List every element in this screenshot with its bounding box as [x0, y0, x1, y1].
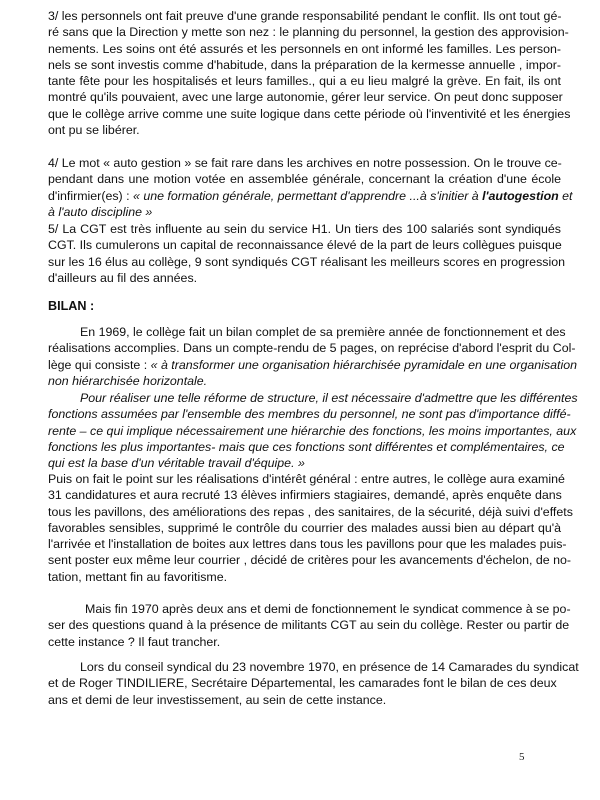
text-line: tous les pavillons, des améliorations des repas , des sanitaires, de la sécurité, déjà suivi d'effets: [48, 504, 573, 519]
text-line: fonctions assumées par l'ensemble des membres du personnel, ne sont pas d'importance diffé-: [48, 407, 571, 422]
text-run: Lors du conseil syndical du 23 novembre 1970, en présence de 14 Camarades du syndicat: [80, 660, 579, 674]
text-line: fonctions les plus importantes- mais que ces fonctions sont différentes et complémentaires, ce: [48, 439, 565, 454]
quote-text: à l'auto discipline »: [48, 204, 153, 219]
text-line: nels se sont investis comme d'habitude, dans la préparation de la kermesse annuelle , impor-: [48, 57, 561, 72]
text-line: qui est la base d'un véritable travail d'équipe. »: [48, 456, 305, 471]
text-line: ans et demi de leur investissement, au sein de cette instance.: [48, 692, 387, 707]
text-line: nements. Les soins ont été assurés et les personnels en ont informé les familles. Les person-: [48, 41, 561, 56]
text-line: sent poster eux même leur courrier , décidé de critères pour les avancements d'échelon, de no-: [48, 553, 572, 568]
paragraph-bilan-4: [48, 601, 571, 650]
paragraph-3: [48, 8, 571, 138]
text-run: d'infirmier(es) :: [48, 188, 133, 203]
paragraph-bilan-1: [48, 324, 577, 389]
text-line: l'arrivée et l'installation de boites aux lettres dans tous les pavillons pour que les malades puis-: [48, 537, 567, 552]
text-line: ser des questions quand à la présence de militants CGT au sein du collège. Rester ou partir de: [48, 618, 570, 633]
text-line: tation, mettant fin au favoritisme.: [48, 569, 228, 584]
text-line: favorables sensibles, supprimé le contrôle du courrier des malades aussi bien au départ qu'à: [48, 520, 561, 535]
text-line: CGT. Ils cumulerons un capital de reconnaissance élevé de la part de leurs collègues puisque: [48, 238, 562, 253]
text-run: Pour réaliser une telle réforme de structure, il est nécessaire d'admettre que les différentes: [80, 391, 578, 405]
section-heading-bilan: BILAN :: [48, 299, 95, 313]
text-line: et de Roger TINDILIERE, Secrétaire Départemental, les camarades font le bilan de ces deux: [48, 676, 557, 691]
text-line: [48, 390, 578, 406]
paragraph-5: [48, 221, 565, 286]
text-line: [48, 357, 577, 373]
quote-text: et: [558, 188, 573, 203]
text-line: que le collège arrive comme une suite logique dans cette période où l'inventivité et les énergies: [48, 106, 571, 121]
text-line: ré sans que la Direction y mette son nez : le planning du personnel, la gestion des approvision-: [48, 25, 569, 40]
emphasis-autogestion: l'autogestion: [482, 188, 559, 203]
text-line: [48, 188, 573, 204]
paragraph-4: [48, 155, 573, 220]
text-line: 5/ La CGT est très influente au sein du service H1. Un tiers des 100 salariés sont syndiqués: [48, 222, 561, 236]
text-run: En 1969, le collège fait un bilan complet de sa première année de fonctionnement et des: [80, 325, 566, 339]
text-run: Mais fin 1970 après deux ans et demi de fonctionnement le syndicat commence à se po-: [85, 602, 571, 616]
text-line: d'ailleurs au fil des années.: [48, 270, 198, 285]
page-number: 5: [519, 751, 525, 763]
quote-text: « à transformer une organisation hiérarchisée pyramidale en une organisation: [150, 357, 577, 372]
text-line: cette instance ? Il faut trancher.: [48, 634, 221, 649]
paragraph-bilan-5: [48, 659, 579, 708]
quote-text: « une formation générale, permettant d'apprendre ...à s'initier à: [132, 188, 483, 203]
text-line: montré qu'ils pouvaient, avec une large autonomie, gérer leur service. On peut donc supposer: [48, 90, 563, 105]
text-line: pendant dans une motion votée en assemblée générale, concernant la création d'une école: [48, 172, 561, 187]
text-line: rente – ce qui implique nécessairement une hiérarchie des fonctions, les moins importantes, aux: [48, 423, 577, 438]
text-line: 4/ Le mot « auto gestion » se fait rare dans les archives en notre possession. On le trouve ce-: [48, 156, 562, 170]
text-line: Puis on fait le point sur les réalisations d'intérêt général : entre autres, le collège aura examiné: [48, 472, 565, 486]
paragraph-bilan-3: [48, 471, 573, 585]
text-line: 3/ les personnels ont fait preuve d'une grande responsabilité pendant le conflit. Ils ont tout gé-: [48, 9, 562, 23]
text-line: [48, 324, 566, 340]
text-run: lège qui consiste :: [48, 357, 151, 372]
text-line: sur les 16 élus au collège, 9 sont syndiqués CGT réalisant les meilleurs scores en progression: [48, 254, 565, 269]
text-line: tante fête pour les hospitalisés et leurs familles., qui a eu lieu malgré la grève. En fait, ils ont: [48, 74, 561, 89]
text-line: [48, 601, 571, 617]
text-line: [48, 659, 579, 675]
text-line: 31 candidatures et aura recruté 13 élèves infirmiers stagiaires, demandé, après enquête dans: [48, 488, 562, 503]
text-line: réalisations accomplies. Dans un compte-rendu de 5 pages, on reprécise d'abord l'esprit du Col-: [48, 341, 576, 356]
quote-text: non hiérarchisée horizontale.: [48, 373, 208, 388]
text-line: ont pu se libérer.: [48, 123, 140, 138]
paragraph-bilan-2: [48, 390, 578, 471]
